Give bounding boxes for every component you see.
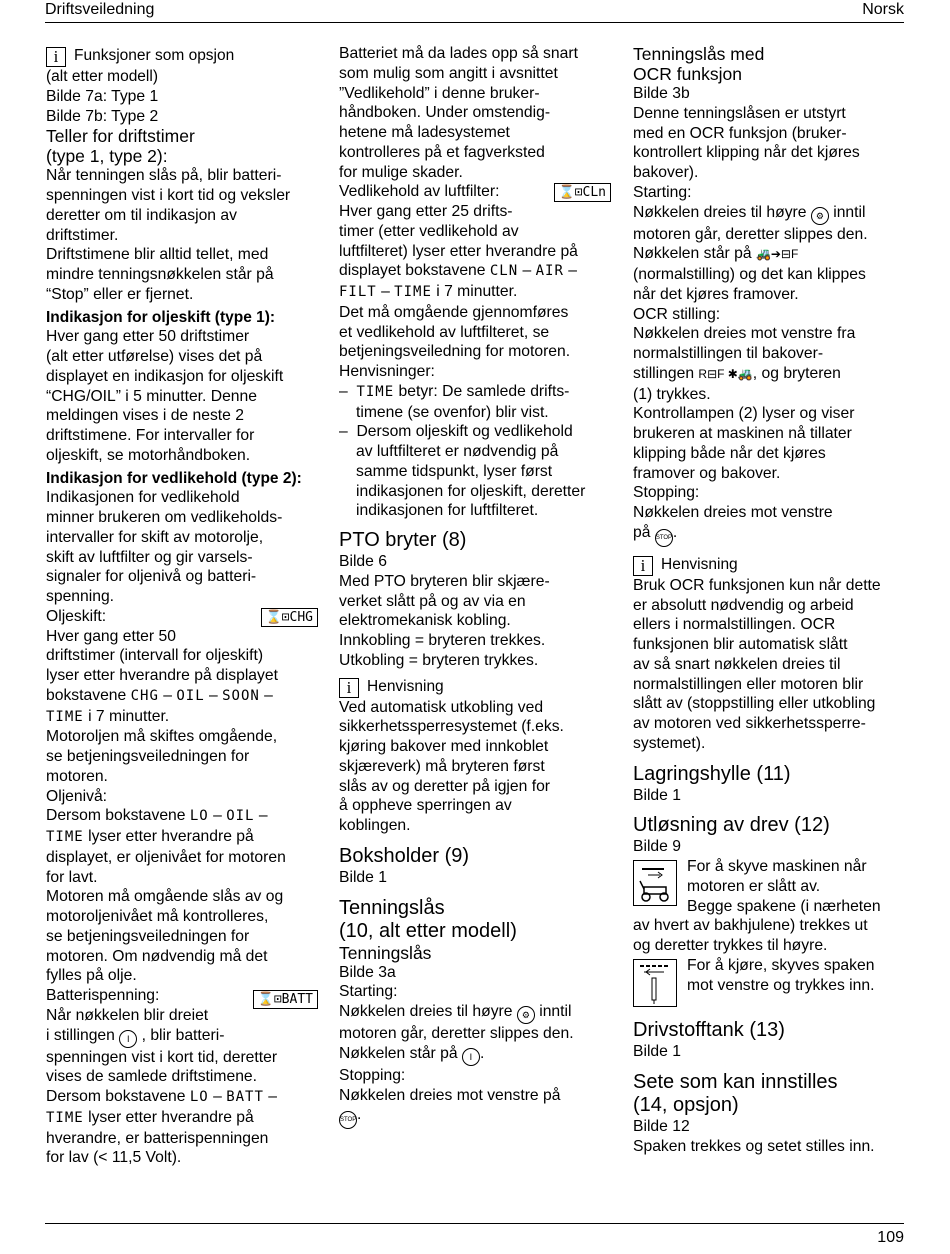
header-language: Norsk — [862, 1, 904, 18]
options-heading-sub: (alt etter modell) — [46, 68, 158, 85]
display-cln-icon: ⌛⊡CLn — [554, 183, 612, 202]
stop-icon: STOP — [339, 1111, 357, 1129]
figure-ref: Bilde 1 — [339, 868, 387, 886]
maintenance-heading: Indikasjon for vedlikehold (type 2): — [46, 469, 302, 487]
figure-ref: Bilde 1 — [633, 1043, 681, 1061]
page-header — [45, 0, 904, 23]
start-key-icon: ⚙ — [517, 1006, 535, 1024]
battery-block: ⌛⊡BATT Batterispenning: Når nøkkelen blir dreiet i stillingen I , blir batteri- spenningen vist i kort tid, deretter vises de samlede driftstimene. Dersom bokstavene LO – BATT – TIME lyser etter hverandre på hverandre, er batterispenningen for lav (< 11,5 Volt). — [46, 986, 318, 1168]
drive-lever-icon — [633, 959, 677, 1007]
oil-text: Hver gang etter 50 driftstimer (alt etter utførelse) vises det på displayet en indikasjon for oljeskift “CHG/OIL” i 5 minutter. Denne meldingen vises i de neste 2 driftstimene. For intervaller for oljeskift, se motorhåndboken. — [46, 328, 284, 464]
display-chg-icon: ⌛⊡CHG — [261, 608, 319, 627]
stop-icon: STOP — [655, 529, 673, 547]
section-title-drive: Utløsning av drev (12) — [633, 814, 830, 837]
drive-release-block: For å skyve maskinen når motoren er slått av. Begge spakene (i nærheten av hvert av bakhjulene) trekkes ut og deretter trykkes til høyre. For å kjøre, skyves spaken mot venstre og trykkes inn. — [633, 857, 905, 995]
section-title-box: Boksholder (9) — [339, 844, 470, 867]
note-heading: i Henvisning — [339, 677, 611, 698]
ocr-text: Denne tenningslåsen er utstyrt med en OCR funksjon (bruker- kontrollert klipping når det kjøres bakover). Starting: Nøkkelen dreies til høyre ⚙ inntil motoren går, deretter slippes den. Nøkkelen står på 🚜➔⊟F (normalstilling) og det kan klippes når det kjøres framover. OCR stilling: Nøkkelen dreies mot venstre fra normalstillingen til bakover- stillingen R⊟F ✱🚜, og bryteren (1) trykkes. Kontrollampen (2) lyser og viser brukeren at maskinen nå tillater klipping både når det kjøres framover og bakover. Stopping: Nøkkelen dreies mot venstre på STOP. — [633, 104, 905, 547]
page-footer — [45, 1223, 904, 1246]
key-position-icon: I — [119, 1030, 137, 1048]
figure-ref: Bilde 6 — [339, 553, 387, 570]
oilchange-block: ⌛⊡CHG Oljeskift: Hver gang etter 50 driftstimer (intervall for oljeskift) lyser etter hverandre på displayet bokstavene CHG – OIL – SOON – TIME i 7 minutter. Motoroljen må skiftes omgående, se betjeningsveiledningen for motoren. — [46, 607, 318, 787]
start-key-icon: ⚙ — [811, 207, 829, 225]
page-number: 109 — [877, 1229, 904, 1246]
column-1 — [46, 44, 318, 1168]
subsection-title: Tenningslås — [339, 942, 432, 963]
section-title-seat: Sete som kan innstilles — [633, 1071, 838, 1093]
battery-intro: Batteriet må da lades opp så snart som mulig som angitt i avsnittet ”Vedlikehold” i denne bruker- håndboken. Under omstendig- hetene må ladesystemet kontrolleres på et fagverksted for mulige skader. — [339, 45, 578, 181]
info-icon: i — [633, 556, 653, 576]
oillevel-block: Oljenivå: Dersom bokstavene LO – OIL – TIME lyser etter hverandre på displayet, er oljenivået for motoren for lavt. Motoren må omgående slås av og motoroljenivået må kontrolleres, se betjeningsveiledningen for motoren. Om nødvendig må det fylles på olje. — [46, 787, 286, 985]
section-title-shelf: Lagringshylle (11) — [633, 762, 791, 785]
airfilter-block: ⌛⊡CLn Vedlikehold av luftfilter: Hver gang etter 25 drifts- timer (etter vedlikehold av luftfilteret) lyser etter hverandre på displayet bokstavene CLN – AIR – FILT – TIME i 7 minutter. Det må omgående gjennomføres et vedlikehold av luftfilteret, se betjeningsveiledning for motoren. Henvisninger: — [339, 182, 611, 382]
figure-ref: Bilde 3b — [633, 85, 690, 102]
section-title-ignition-sub: (10, alt etter modell) — [339, 919, 517, 942]
pto-text: Med PTO bryteren blir skjære- verket slått på og av via en elektromekanisk kobling. Innkobling = bryteren trekkes. Utkobling = bryteren trykkes. — [339, 572, 550, 669]
push-mower-icon — [633, 860, 677, 906]
section-title-ocr: Tenningslås med — [633, 44, 765, 64]
note-text: Ved automatisk utkobling ved sikkerhetssperresystemet (f.eks. kjøring bakover med innkoblet skjæreverk) må bryteren først slås av og deretter på igjen for å oppheve sperringen av koblingen. — [339, 698, 564, 834]
figure-ref: Bilde 7b: Type 2 — [46, 107, 159, 125]
ignition-text: Starting: Nøkkelen dreies til høyre ⚙ inntil motoren går, deretter slippes den. Nøkkelen står på I . Stopping: Nøkkelen dreies mot venstre på STOP. — [339, 982, 611, 1129]
mower-reverse-icon: R⊟F ✱🚜 — [698, 366, 753, 381]
section-title-hours-sub: (type 1, type 2): — [46, 146, 168, 167]
section-title-tank: Drivstofftank (13) — [633, 1019, 785, 1042]
section-title-ignition: Tenningslås — [339, 896, 445, 919]
figure-ref: Bilde 3a — [339, 963, 396, 981]
figure-ref: Bilde 12 — [633, 1118, 690, 1135]
maintenance-text: Indikasjonen for vedlikehold minner brukeren om vedlikeholds- intervaller for skift av motorolje, skift av luftfilter og gir varsels- signaler for oljenivå og batteri- spenning. — [46, 489, 283, 605]
figure-ref: Bilde 7a: Type 1 — [46, 87, 159, 105]
note-text: Bruk OCR funksjonen kun når dette er absolutt nødvendig og arbeid ellers i normalstillingen. OCR funksjonen blir automatisk slått av så snart nøkkelen dreies til normalstillingen eller motoren blir slått av (stoppstilling eller utkobling av motoren ved sikkerhetssperre- systemet). — [633, 576, 881, 752]
info-icon: i — [339, 678, 359, 698]
figure-ref: Bilde 1 — [633, 786, 681, 804]
options-heading: i Funksjoner som opsjon — [46, 46, 318, 67]
header-title: Driftsveiledning — [45, 1, 155, 18]
list-item: – TIME betyr: De samlede drifts- timene (se ovenfor) blir vist. — [339, 382, 570, 421]
section-title-seat-sub: (14, opsjon) — [633, 1094, 739, 1116]
seat-text: Spaken trekkes og setet stilles inn. — [633, 1137, 875, 1155]
section-title-hours: Teller for driftstimer — [46, 126, 195, 147]
section-title-ocr-sub: OCR funksjon — [633, 64, 742, 84]
column-3 — [633, 44, 905, 1157]
mower-forward-icon: 🚜➔⊟F — [755, 247, 799, 262]
column-2 — [339, 44, 611, 1129]
list-item: – Dersom oljeskift og vedlikehold av luftfilteret er nødvendig på samme tidspunkt, lyser først indikasjonen for oljeskift, deretter indikasjonen for luftfilteret. — [339, 423, 586, 520]
info-icon: i — [46, 47, 66, 67]
oil-heading: Indikasjon for oljeskift (type 1): — [46, 308, 276, 326]
note-heading: i Henvisning — [633, 555, 905, 576]
figure-ref: Bilde 9 — [633, 838, 681, 856]
hours-text: Når tenningen slås på, blir batteri- spenningen vist i kort tid og veksler deretter om til indikasjon av driftstimer. Driftstimene blir alltid tellet, med mindre tenningsnøkkelen står på “Stop” eller er fjernet. — [46, 167, 291, 303]
section-title-pto: PTO bryter (8) — [339, 529, 467, 551]
key-position-icon: I — [462, 1048, 480, 1066]
display-batt-icon: ⌛⊡BATT — [253, 990, 318, 1009]
